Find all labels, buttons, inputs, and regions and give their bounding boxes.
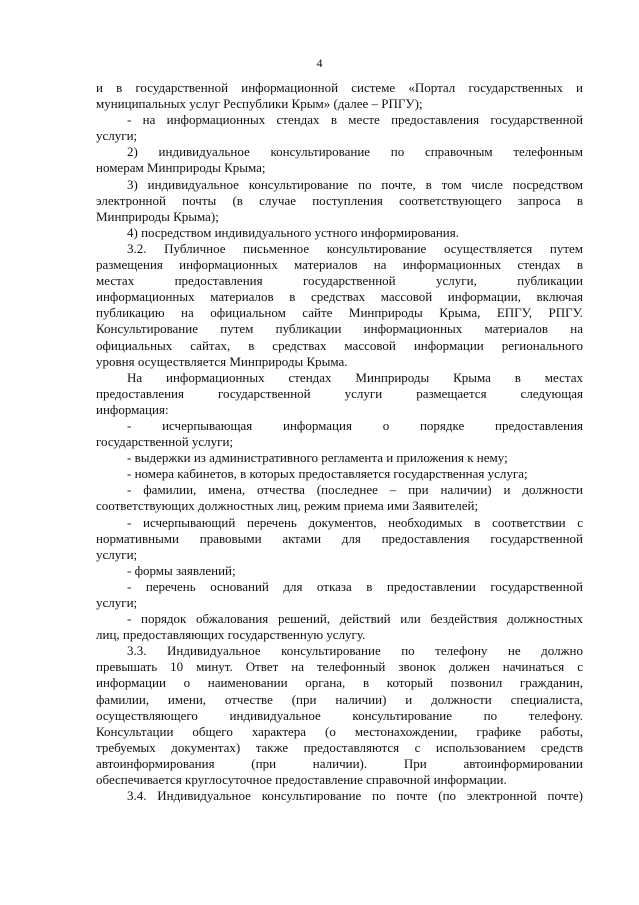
text-line: 3) индивидуальное консультирование по почте, в том числе посредством xyxy=(127,176,583,192)
text-line: уровня осуществляется Минприроды Крыма. xyxy=(96,353,348,369)
text-line: 3.3. Индивидуальное консультирование по телефону не должно xyxy=(127,643,583,659)
text-line: автоинформирования (при наличии). При автоинформировании xyxy=(96,755,583,771)
text-line: местах предоставления государственной услуги, публикации xyxy=(96,273,583,289)
text-line: - формы заявлений; xyxy=(127,562,236,578)
text-line: официальных сайтах, в средствах массовой информации регионального xyxy=(96,337,583,353)
document-body xyxy=(96,80,583,804)
text-line: лиц, предоставляющих государственную услугу. xyxy=(96,627,366,643)
text-line: информации о наименовании органа, в который позвонил гражданин, xyxy=(96,675,583,691)
text-line: публикацию на официальном сайте Минприроды Крыма, ЕПГУ, РПГУ. xyxy=(96,305,583,321)
text-line: - фамилии, имена, отчества (последнее – при наличии) и должности xyxy=(127,482,583,498)
text-line: - исчерпывающий перечень документов, необходимых в соответствии с xyxy=(127,514,583,530)
text-line: - выдержки из административного регламента и приложения к нему; xyxy=(127,450,508,466)
text-line: государственной услуги; xyxy=(96,434,234,450)
text-line: - исчерпывающая информация о порядке предоставления xyxy=(127,417,583,433)
text-line: - номера кабинетов, в которых предоставляется государственная услуга; xyxy=(127,466,528,482)
text-line: и в государственной информационной системе «Портал государственных и xyxy=(96,80,583,95)
text-line: соответствующих должностных лиц, режим приема ими Заявителей; xyxy=(96,498,479,514)
text-line: требуемых документах) также предоставляются с использованием средств xyxy=(96,739,583,755)
text-line: 2) индивидуальное консультирование по справочным телефонным xyxy=(127,144,583,160)
text-line: - перечень оснований для отказа в предоставлении государственной xyxy=(127,578,583,594)
text-line: услуги; xyxy=(96,128,138,144)
text-line: - на информационных стендах в месте предоставления государственной xyxy=(127,112,583,128)
text-line: фамилии, имени, отчестве (при наличии) и должности специалиста, xyxy=(96,691,583,707)
text-line: информация: xyxy=(96,401,169,417)
page-number: 4 xyxy=(316,56,323,70)
text-line: превышать 10 минут. Ответ на телефонный звонок должен начинаться с xyxy=(96,659,583,675)
text-line: Консультации общего характера (о местонахождении, графике работы, xyxy=(96,723,583,739)
text-line: На информационных стендах Минприроды Крыма в местах xyxy=(127,369,583,385)
text-line: размещения информационных материалов на информационных стендах в xyxy=(96,257,583,273)
text-line: муниципальных услуг Республики Крым» (далее – РПГУ); xyxy=(96,96,423,112)
text-line: нормативными правовыми актами для предоставления государственной xyxy=(96,530,583,546)
text-line: 4) посредством индивидуального устного информирования. xyxy=(127,224,459,240)
text-line: обеспечивается круглосуточное предоставление справочной информации. xyxy=(96,772,507,788)
text-line: информационных материалов в средствах массовой информации, включая xyxy=(96,289,583,305)
text-line: услуги; xyxy=(96,546,138,562)
text-line: осуществляющего индивидуальное консультирование по телефону. xyxy=(96,707,583,723)
text-line: - порядок обжалования решений, действий или бездействия должностных xyxy=(127,611,583,627)
text-line: электронной почты (в случае поступления соответствующего запроса в xyxy=(96,192,583,208)
text-line: 3.2. Публичное письменное консультирование осуществляется путем xyxy=(127,240,583,256)
text-line: Консультирование путем публикации информационных материалов на xyxy=(96,321,583,337)
text-line: предоставления государственной услуги размещается следующая xyxy=(96,385,583,401)
text-line: 3.4. Индивидуальное консультирование по почте (по электронной почте) xyxy=(127,788,583,804)
text-line: Минприроды Крыма); xyxy=(96,208,219,224)
text-line: номерам Минприроды Крыма; xyxy=(96,160,266,176)
text-line: услуги; xyxy=(96,595,138,610)
